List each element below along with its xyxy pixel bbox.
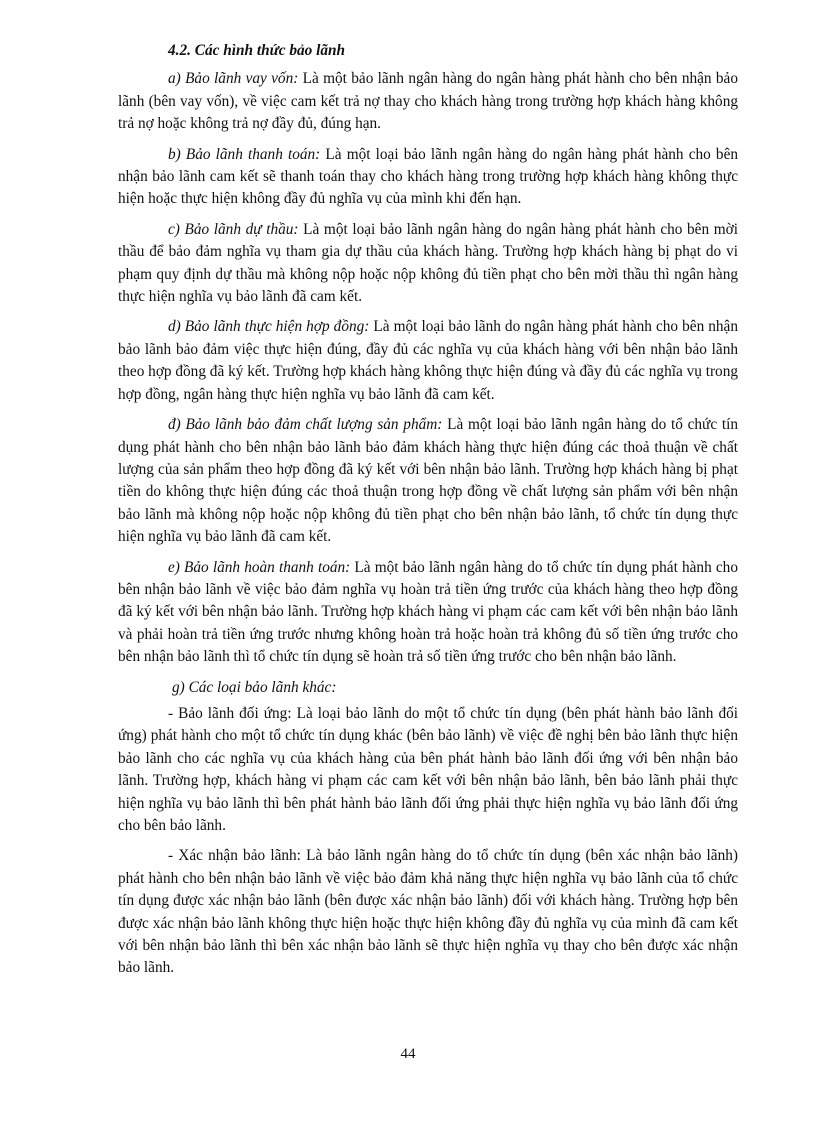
page-number: 44 [400,1046,416,1062]
paragraph-bid-guarantee [118,219,738,309]
term-label: d) Bảo lãnh thực hiện hợp đồng: [168,318,370,336]
term-label: c) Bảo lãnh dự thầu: [168,220,299,238]
paragraph-text: Là một bảo lãnh ngân hàng do ngân hàng phát hành cho bên nhận bảo lãnh (bên vay vốn), về việc cam kết trả nợ thay cho khách hàng trong trường hợp khách hàng không trả nợ hoặc không trả nợ đầy đủ, đúng hạn. [118,70,738,133]
paragraph-counter-guarantee: - Bảo lãnh đối ứng: Là loại bảo lãnh do một tổ chức tín dụng (bên phát hành bảo lãnh đối ứng) phát hành cho một tổ chức tín dụng khác (bên bảo lãnh) về việc đề nghị bên bảo lãnh thực hiện bảo lãnh cho các nghĩa vụ của khách hàng của bên phát hành bảo lãnh đối ứng với bên nhận bảo lãnh. Trường hợp, khách hàng vi phạm các cam kết với bên nhận bảo lãnh, bên bảo lãnh phải thực hiện nghĩa vụ bảo lãnh thì bên phát hành bảo lãnh đối ứng phải thực hiện nghĩa vụ bảo lãnh đối ứng cho bên bảo lãnh. [118,704,738,834]
paragraph-text: Là một loại bảo lãnh do ngân hàng phát hành cho bên nhận bảo lãnh bảo đảm việc thực hiện đúng, đầy đủ các nghĩa vụ của khách hàng với bên nhận bảo lãnh theo hợp đồng đã ký kết. Trường hợp khách hàng không thực hiện đúng và đầy đủ các nghĩa vụ trong hợp đồng, ngân hàng thực hiện nghĩa vụ bảo lãnh đã cam kết. [118,318,738,403]
term-label: a) Bảo lãnh vay vốn: [168,70,299,88]
term-label: b) Bảo lãnh thanh toán: [168,145,321,163]
term-label: e) Bảo lãnh hoàn thanh toán: [168,558,351,576]
paragraph-text: Là một loại bảo lãnh ngân hàng do ngân hàng phát hành cho bên nhận bảo lãnh cam kết sẽ thanh toán thay cho khách hàng trong trường hợp khách hàng không thực hiện hoặc thực hiện không đầy đủ nghĩa vụ của mình khi đến hạn. [118,145,739,208]
paragraph-quality-guarantee [118,414,738,548]
section-heading: 4.2. Các hình thức bảo lãnh [168,42,346,59]
other-guarantees-heading: g) Các loại bảo lãnh khác: [172,678,337,696]
paragraph-payment-guarantee [118,144,738,211]
term-label: đ) Bảo lãnh bảo đảm chất lượng sản phẩm: [168,416,443,434]
paragraph-text: Là một loại bảo lãnh ngân hàng do ngân hàng phát hành cho bên mời thầu để bảo đảm nghĩa vụ tham gia dự thầu của khách hàng. Trường hợp khách hàng bị phạt do vi phạm quy định dự thầu mà không nộp hoặc nộp không đủ tiền phạt cho bên mời thầu thì ngân hàng thực hiện nghĩa vụ bảo lãnh đã cam kết. [118,220,738,306]
paragraph-text: Là một loại bảo lãnh ngân hàng do tổ chức tín dụng phát hành cho bên nhận bảo lãnh bảo đảm khách hàng thực hiện đúng các thoả thuận về chất lượng của sản phẩm theo hợp đồng đã ký kết với bên nhận bảo lãnh. Trường hợp khách hàng bị phạt tiền do không thực hiện đúng các thoả thuận trong hợp đồng về chất lượng sản phẩm với bên nhận bảo lãnh mà không nộp hoặc nộp không đủ tiền phạt cho bên nhận bảo lãnh, tổ chức tín dụng thực hiện nghĩa vụ bảo lãnh đã cam kết. [118,416,739,546]
paragraph-text: Là một bảo lãnh ngân hàng do tổ chức tín dụng phát hành cho bên nhận bảo lãnh về việc bảo đảm nghĩa vụ hoàn trả tiền ứng trước của khách hàng theo hợp đồng đã ký kết với bên nhận bảo lãnh. Trường hợp khách hàng vi phạm các cam kết với bên nhận bảo lãnh và phải hoàn trả tiền ứng trước nhưng không hoàn trả hoặc hoàn trả không đủ số tiền ứng trước cho bên nhận bảo lãnh thì tổ chức tín dụng sẽ hoàn trả số tiền ứng trước cho bên nhận bảo lãnh. [118,558,738,666]
paragraph-advance-payment-guarantee [118,557,738,669]
document-page [118,40,738,988]
paragraph-guarantee-confirmation: - Xác nhận bảo lãnh: Là bảo lãnh ngân hàng do tổ chức tín dụng (bên xác nhận bảo lãnh) phát hành cho bên nhận bảo lãnh về việc bảo đảm khả năng thực hiện nghĩa vụ bảo lãnh của tổ chức tín dụng được xác nhận bảo lãnh (bên được xác nhận bảo lãnh) đối với khách hàng. Trường hợp bên được xác nhận bảo lãnh không thực hiện hoặc thực hiện không đầy đủ nghĩa vụ của mình đã cam kết với bên nhận bảo lãnh thì bên xác nhận bảo lãnh sẽ thực hiện nghĩa vụ thay cho bên được xác nhận bảo lãnh. [118,847,738,977]
paragraph-performance-guarantee [118,316,738,406]
paragraph-loan-guarantee [118,68,738,135]
